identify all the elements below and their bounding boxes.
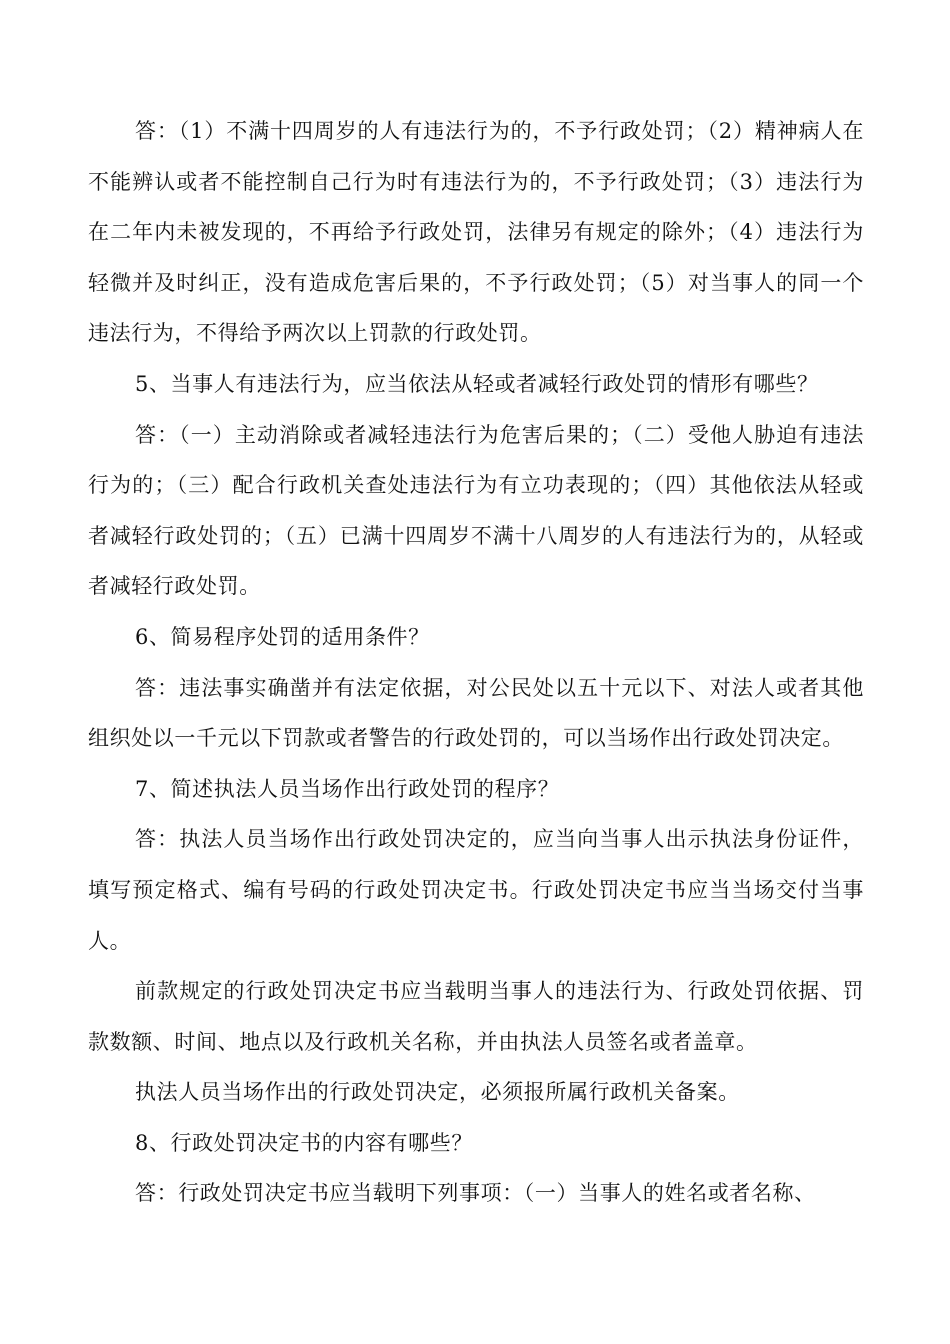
question-7-heading: 7、简述执法人员当场作出行政处罚的程序？ (135, 776, 560, 801)
question-5-heading: 5、当事人有违法行为，应当依法从轻或者减轻行政处罚的情形有哪些？ (135, 371, 819, 396)
answer-paragraph-7b: 前款规定的行政处罚决定书应当载明当事人的违法行为、行政处罚依据、罚款数额、时间、地点以及行政机关名称，并由执法人员签名或者盖章。 (88, 979, 864, 1054)
question-8-heading: 8、行政处罚决定书的内容有哪些？ (135, 1130, 473, 1155)
answer-paragraph-7c: 执法人员当场作出的行政处罚决定，必须报所属行政机关备案。 (135, 1080, 740, 1105)
answer-paragraph-4: 答：（1）不满十四周岁的人有违法行为的，不予行政处罚；（2）精神病人在不能辨认或者不能控制自己行为时有违法行为的，不予行政处罚；（3）违法行为在二年内未被发现的，不再给予行政处罚，法律另有规定的除外；（4）违法行为轻微并及时纠正，没有造成危害后果的，不予行政处罚；（5）对当事人的同一个违法行为，不得给予两次以上罚款的行政处罚。 (88, 119, 864, 346)
document-page (88, 106, 864, 1219)
question-6-heading: 6、简易程序处罚的适用条件？ (135, 624, 430, 649)
answer-paragraph-6: 答：违法事实确凿并有法定依据，对公民处以五十元以下、对法人或者其他组织处以一千元以下罚款或者警告的行政处罚的，可以当场作出行政处罚决定。 (88, 675, 864, 751)
answer-paragraph-7a: 答：执法人员当场作出行政处罚决定的，应当向当事人出示执法身份证件，填写预定格式、编有号码的行政处罚决定书。行政处罚决定书应当当场交付当事人。 (88, 827, 864, 953)
answer-paragraph-5: 答：（一）主动消除或者减轻违法行为危害后果的；（二）受他人胁迫有违法行为的；（三）配合行政机关查处违法行为有立功表现的；（四）其他依法从轻或者减轻行政处罚的；（五）已满十四周岁不满十八周岁的人有违法行为的，从轻或者减轻行政处罚。 (88, 422, 864, 599)
answer-paragraph-8: 答：行政处罚决定书应当载明下列事项：（一）当事人的姓名或者名称、 (135, 1181, 816, 1206)
